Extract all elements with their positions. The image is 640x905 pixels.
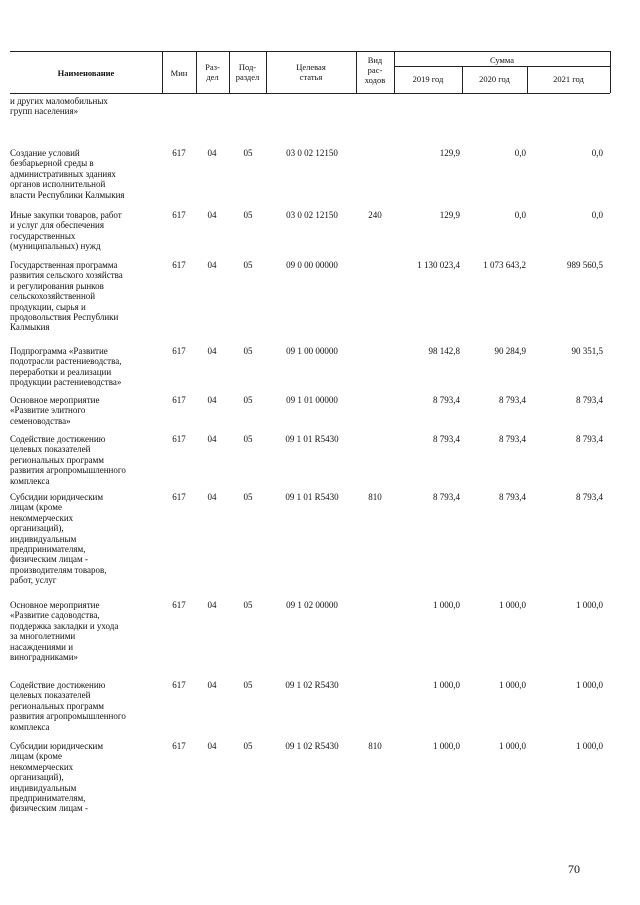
cell-2020: 1 000,0 <box>499 741 526 751</box>
cell-2019: 1 130 023,4 <box>417 260 460 270</box>
header-name: Наименование <box>57 68 115 78</box>
cell-2021: 8 793,4 <box>576 434 603 444</box>
cell-2021: 1 000,0 <box>576 680 603 690</box>
cell-2019: 8 793,4 <box>433 434 460 444</box>
cell-2021: 8 793,4 <box>576 492 603 502</box>
cell-podrazdel: 05 <box>243 346 253 356</box>
cell-podrazdel: 05 <box>243 680 253 690</box>
cell-2020: 1 000,0 <box>499 680 526 690</box>
cell-razdel: 04 <box>207 210 217 220</box>
cell-podrazdel: 05 <box>243 210 253 220</box>
cell-2020: 0,0 <box>514 148 526 158</box>
cell-2021: 1 000,0 <box>576 741 603 751</box>
cell-name: Основное мероприятие «Развитие садоводства, поддержка закладки и ухода за многолетними насаждениями и виноградниками» <box>10 600 119 663</box>
cell-min: 617 <box>172 680 186 690</box>
cell-podrazdel: 05 <box>243 492 253 502</box>
cell-min: 617 <box>172 492 186 502</box>
cell-min: 617 <box>172 741 186 751</box>
cell-razdel: 04 <box>207 395 217 405</box>
cell-min: 617 <box>172 600 186 610</box>
cell-2020: 8 793,4 <box>499 434 526 444</box>
header-vid: Вид рас- ходов <box>364 55 386 85</box>
cell-podrazdel: 05 <box>243 741 253 751</box>
cell-min: 617 <box>172 434 186 444</box>
cell-razdel: 04 <box>207 260 217 270</box>
cell-razdel: 04 <box>207 148 217 158</box>
header-divider <box>610 51 611 93</box>
cell-name: Создание условий безбарьерной среды в административных зданиях органов исполнительной власти Республики Калмыкия <box>10 148 125 200</box>
cell-celevaya: 03 0 02 12150 <box>286 148 338 158</box>
cell-name: Подпрограмма «Развитие подотрасли растениеводства, переработки и реализации продукции растениеводства» <box>10 346 122 388</box>
cell-celevaya: 09 0 00 00000 <box>286 260 338 270</box>
cell-2020: 8 793,4 <box>499 492 526 502</box>
header-top-line <box>10 51 610 52</box>
cell-vid: 240 <box>368 210 382 220</box>
cell-2019: 129,9 <box>439 210 460 220</box>
cell-2019: 8 793,4 <box>433 395 460 405</box>
cell-podrazdel: 05 <box>243 434 253 444</box>
cell-2020: 8 793,4 <box>499 395 526 405</box>
cell-min: 617 <box>172 210 186 220</box>
header-year-2019: 2019 год <box>412 74 444 84</box>
cell-min: 617 <box>172 346 186 356</box>
cell-2021: 0,0 <box>591 148 603 158</box>
cell-name: Содействие достижению целевых показателей региональных программ развития агропромышленного комплекса <box>10 434 126 486</box>
header-podrazdel: Под- раздел <box>235 62 260 82</box>
cell-2019: 129,9 <box>439 148 460 158</box>
cell-podrazdel: 05 <box>243 600 253 610</box>
header-summa: Сумма <box>489 55 515 65</box>
cell-name: Основное мероприятие «Развитие элитного семеноводства» <box>10 395 100 426</box>
cell-celevaya: 09 1 01 00000 <box>286 395 338 405</box>
cell-2019: 8 793,4 <box>433 492 460 502</box>
header-bottom-line <box>10 93 610 94</box>
cell-2021: 989 560,5 <box>567 260 603 270</box>
cell-razdel: 04 <box>207 346 217 356</box>
cell-name: Субсидии юридическим лицам (кроме некоммерческих организаций), индивидуальным предпринимателям, физическим лицам - <box>10 741 104 814</box>
cell-2019: 1 000,0 <box>433 680 460 690</box>
cell-name: Содействие достижению целевых показателей региональных программ развития агропромышленного комплекса <box>10 680 126 732</box>
cell-2021: 1 000,0 <box>576 600 603 610</box>
cell-2020: 90 284,9 <box>494 346 526 356</box>
header-min: Мин <box>170 68 188 78</box>
cell-min: 617 <box>172 148 186 158</box>
cell-2021: 0,0 <box>591 210 603 220</box>
page-number: 70 <box>568 862 580 876</box>
cell-podrazdel: 05 <box>243 260 253 270</box>
header-celevaya: Целевая статья <box>296 62 326 82</box>
cell-2020: 0,0 <box>514 210 526 220</box>
cell-2020: 1 073 643,2 <box>483 260 526 270</box>
cell-celevaya: 09 1 02 R5430 <box>285 741 339 751</box>
cell-celevaya: 09 1 01 R5430 <box>285 434 339 444</box>
cell-min: 617 <box>172 260 186 270</box>
cell-razdel: 04 <box>207 741 217 751</box>
cell-vid: 810 <box>368 492 382 502</box>
cell-name: Субсидии юридическим лицам (кроме некоммерческих организаций), индивидуальным предпринимателям, физическим лицам - производителям товаров, работ, услуг <box>10 492 107 586</box>
cell-celevaya: 03 0 02 12150 <box>286 210 338 220</box>
cell-2020: 1 000,0 <box>499 600 526 610</box>
cell-name: и других маломобильных групп населения» <box>10 96 108 117</box>
cell-razdel: 04 <box>207 680 217 690</box>
cell-name: Государственная программа развития сельского хозяйства и регулирования рынков сельскохозяйственной продукции, сырья и продовольствия Республики Калмыкия <box>10 260 123 333</box>
cell-celevaya: 09 1 02 R5430 <box>285 680 339 690</box>
cell-2019: 98 142,8 <box>428 346 460 356</box>
cell-2019: 1 000,0 <box>433 600 460 610</box>
cell-podrazdel: 05 <box>243 148 253 158</box>
cell-razdel: 04 <box>207 492 217 502</box>
cell-2021: 8 793,4 <box>576 395 603 405</box>
header-year-2020: 2020 год <box>479 74 510 84</box>
cell-celevaya: 09 1 01 R5430 <box>285 492 339 502</box>
cell-razdel: 04 <box>207 434 217 444</box>
cell-podrazdel: 05 <box>243 395 253 405</box>
cell-vid: 810 <box>368 741 382 751</box>
cell-celevaya: 09 1 02 00000 <box>286 600 338 610</box>
cell-2021: 90 351,5 <box>571 346 603 356</box>
header-year-2021: 2021 год <box>553 74 584 84</box>
cell-razdel: 04 <box>207 600 217 610</box>
cell-2019: 1 000,0 <box>433 741 460 751</box>
cell-celevaya: 09 1 00 00000 <box>286 346 338 356</box>
cell-min: 617 <box>172 395 186 405</box>
header-mid-line <box>394 66 610 67</box>
cell-name: Иные закупки товаров, работ и услуг для обеспечения государственных (муниципальных) нужд <box>10 210 122 252</box>
header-razdel: Раз- дел <box>205 62 220 82</box>
